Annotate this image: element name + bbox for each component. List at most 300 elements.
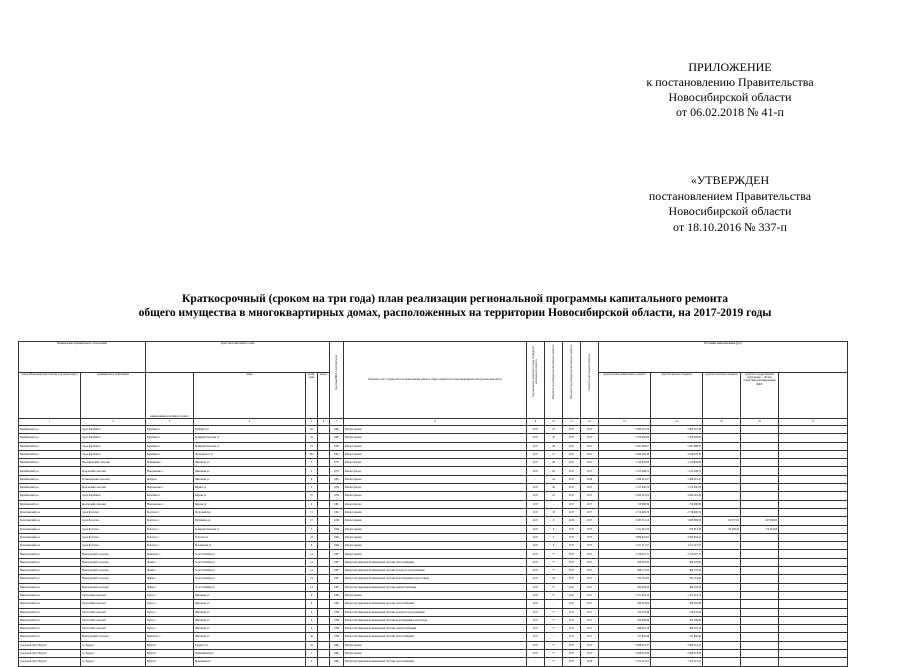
table-row [19,616,848,624]
table-cell [318,608,330,616]
table-cell: 2 [306,484,318,492]
table-cell: 2017 [563,542,581,550]
table-cell: 77 [545,658,563,666]
table-cell [703,591,741,599]
table-cell: Болотнинский р-н [19,542,81,550]
table-cell: город Барабинск [81,442,146,450]
header-street: улица [194,373,306,419]
table-cell: 2017 [563,633,581,641]
table-cell [779,575,848,583]
table-cell: 2017 [527,525,545,533]
table-cell: г.о. Бердск [81,658,146,666]
table-cell [703,450,741,458]
table-cell [318,442,330,450]
table-cell: 489 025,18 [599,625,651,633]
table-cell: Школьная ул [194,608,306,616]
table-cell: Венгеровский сельсовет [81,558,146,566]
table-cell [741,450,779,458]
table-cell: Венгеровский р-н [19,625,81,633]
table-cell: 1971 [330,467,344,475]
appendix-line-2: к постановлению Правительства [646,75,814,89]
table-cell: 2017 [581,508,599,516]
table-cell [703,583,741,591]
table-cell: 1961 [330,426,344,434]
column-number: 2 [81,419,146,426]
table-cell [318,467,330,475]
table-cell: 77 [545,558,563,566]
table-cell: - [527,475,545,483]
table-cell: 11а [306,426,318,434]
table-cell [318,641,330,649]
table-cell: Ремонт внутридомовой инженерной системы теплоснабжения [344,658,527,666]
table-cell: 46 [545,442,563,450]
table-cell [318,658,330,666]
table-cell: 6 [306,600,318,608]
header-korpus: корпус [318,373,330,419]
table-cell: Горького ул [194,641,306,649]
table-cell: 77 [545,567,563,575]
table-cell [703,558,741,566]
table-cell: 2 319 627,11 [651,550,703,558]
table-row [19,525,848,533]
table-cell: Ремонт внутридомовой инженерной системы электроснабжения [344,583,527,591]
table-cell: 2017 [581,641,599,649]
table-cell: 14 [306,558,318,566]
table-cell: Новочановка с [146,484,194,492]
table-cell: Ремонт крыши [344,525,527,533]
table-row [19,658,848,666]
table-cell: 50 лет Октября ул [194,583,306,591]
table-row [19,475,848,483]
table-cell: Устьянцевский сельсовет [81,475,146,483]
table-cell: Школьная ул [194,600,306,608]
table-row [19,575,848,583]
table-cell: 3 946 295,39 [651,450,703,458]
table-cell: Ремонт крыши [344,492,527,500]
table-cell: Венгерово с [146,550,194,558]
table-cell: Чаины с [146,583,194,591]
header-f15: средства областного бюджета [703,373,741,419]
table-cell: 2017 [581,633,599,641]
table-cell: Школьная ул [194,625,306,633]
table-cell: 94 268,34 [703,525,741,533]
table-cell: 2017 [527,542,545,550]
table-cell: 2017 [527,567,545,575]
table-cell: 2017 [527,608,545,616]
table-cell: город Болотное [81,525,146,533]
table-cell: Ремонт крыши [344,434,527,442]
table-cell: 1962 [330,616,344,624]
appendix-line-1: ПРИЛОЖЕНИЕ [688,60,772,74]
table-cell: 2017 [527,434,545,442]
table-cell: 49 [545,484,563,492]
table-cell: 77 [545,625,563,633]
table-row [19,542,848,550]
table-row [19,517,848,525]
table-cell [318,600,330,608]
table-cell: 1 552 215,61 [651,658,703,666]
table-cell [779,583,848,591]
table-row [19,641,848,649]
table-cell: 77 [545,650,563,658]
table-cell: 1981 [330,475,344,483]
table-cell: Ремонт крыши [344,533,527,541]
table-row [19,650,848,658]
table-cell: Максимова ул [194,658,306,666]
table-cell: Барабинский р-н [19,459,81,467]
table-cell: 2017 [527,517,545,525]
table-cell [741,567,779,575]
table-cell: 2017 [527,533,545,541]
table-cell: Кирова ул [194,500,306,508]
table-row [19,459,848,467]
table-cell [703,650,741,658]
table-cell [779,600,848,608]
table-cell [779,616,848,624]
table-row [19,434,848,442]
table-cell [703,426,741,434]
table-cell: 2 985 511,14 [599,517,651,525]
table-cell: 6 [545,517,563,525]
table-cell: 2 319 627,11 [599,550,651,558]
table-cell: Барабинский р-н [19,434,81,442]
table-cell: Юрина ул [194,484,306,492]
header-works: Перечень услуг и (или) работ по капитальному ремонту общего имущества в многоквартирном доме (указать вид работ) [344,342,527,419]
table-cell [703,600,741,608]
document-title [40,292,870,320]
table-cell: Ремонт внутридомовой инженерной системы теплоснабжения [344,633,527,641]
appendix-block [600,60,860,120]
table-cell: 14 [306,575,318,583]
table-cell [779,558,848,566]
table-cell: 1 371 655,76 [651,591,703,599]
table-cell: 157 650,96 [651,633,703,641]
table-row [19,591,848,599]
header-locality: наименование населённого пункта [146,373,194,419]
table-cell: 157 650,96 [599,633,651,641]
column-number: 3 [146,419,194,426]
table-cell: 3 946 295,39 [599,450,651,458]
table-cell: Барабинск г [146,492,194,500]
table-cell [318,484,330,492]
table-cell: 489 025,18 [651,625,703,633]
table-cell: 2017 [563,600,581,608]
table-cell [703,616,741,624]
table-cell: 2017 [527,633,545,641]
table-cell: Коммунистическая ул [194,525,306,533]
header-f14: средства местного бюджета [651,373,703,419]
table-cell: Барабинск г [146,442,194,450]
header-district: район (Новосибирской области) (городской округ) [19,373,81,419]
table-cell: 5 [545,533,563,541]
table-cell [741,658,779,666]
table-cell [741,650,779,658]
table-cell: 2017 [527,591,545,599]
table-cell [779,542,848,550]
table-cell: Ремонт крыши [344,508,527,516]
table-cell: 11 [306,508,318,516]
table-cell: Бердск г [146,641,194,649]
table-cell [318,567,330,575]
table-cell: 6 [306,608,318,616]
table-cell: 1961 [330,650,344,658]
table-cell: 5 863 207,56 [651,426,703,434]
table-cell: город Болотное [81,517,146,525]
table-cell: 2017 [527,550,545,558]
table-cell: 1961 [330,658,344,666]
table-cell: 2018 [581,658,599,666]
column-number: 11 [563,419,581,426]
table-cell [779,450,848,458]
table-cell [318,542,330,550]
table-cell: 2017 [563,583,581,591]
table-cell: Ремонт крыши [344,550,527,558]
table-cell: 1979 [330,492,344,500]
table-cell: 2017 [581,608,599,616]
table-cell: 1 511 517,07 [651,542,703,550]
table-cell: Ремонт крыши [344,450,527,458]
column-number: 15 [703,419,741,426]
table-cell: 47 [545,492,563,500]
column-number: 13 [599,419,651,426]
table-cell: 1961 [330,641,344,649]
table-cell: 5 837 968,87 [651,442,703,450]
table-cell: 1 511 517,07 [599,542,651,550]
table-cell: Московская ул [194,542,306,550]
table-cell: Венгерово с [146,633,194,641]
table-cell [318,591,330,599]
table-cell: 2017 [527,600,545,608]
table-cell [741,641,779,649]
table-cell [741,558,779,566]
table-cell: Коммунистическая ул [194,434,306,442]
table-cell: Ремонт крыши [344,442,527,450]
table-cell: 1965 [330,442,344,450]
table-cell: 2017 [581,567,599,575]
table-cell: 2017 [581,426,599,434]
table-cell: 2017 [563,475,581,483]
table-cell: Венгеровский р-н [19,608,81,616]
table-cell: 2017 [563,500,581,508]
table-cell: 2017 [563,641,581,649]
table-cell: Венгеровский р-н [19,567,81,575]
table-cell: 33 [545,508,563,516]
table-cell [318,558,330,566]
table-cell: 44 [545,475,563,483]
table-cell: 14 [306,567,318,575]
table-row [19,484,848,492]
table-row [19,625,848,633]
table-cell: 2017 [563,608,581,616]
table-cell: 2017 [563,434,581,442]
table-cell: Венгеровский сельсовет [81,550,146,558]
table-cell [318,650,330,658]
table-cell: 3 068 441,27 [599,641,651,649]
table-cell: 167 058,00 [741,517,779,525]
table-row [19,600,848,608]
table-cell: 205 609,90 [599,616,651,624]
table-cell [741,426,779,434]
table-cell [318,625,330,633]
table-cell: 1967 [330,558,344,566]
table-cell: 464 458,56 [599,583,651,591]
table-cell: 2017 [563,492,581,500]
table-cell: Барабинский р-н [19,442,81,450]
table-cell: - [545,633,563,641]
table-cell: Ремонт внутридомовой инженерной системы водоотведения и водостоков [344,616,527,624]
table-cell: 2017 [581,591,599,599]
table-cell [779,517,848,525]
table-cell: 1 280 421,47 [651,475,703,483]
table-cell: Барабинск г [146,450,194,458]
table-cell: 2017 [527,575,545,583]
table-cell: 5 [306,467,318,475]
table-cell: 2018 [581,475,599,483]
table-cell: 1971 [330,459,344,467]
table-cell: 2017 [527,616,545,624]
table-cell [779,484,848,492]
table-cell: 2017 [527,442,545,450]
table-cell: 718 688,59 [651,500,703,508]
table-cell: Барабинский р-н [19,426,81,434]
column-number: 9 [527,419,545,426]
table-cell: Барабинский р-н [19,484,81,492]
approved-line-3: Новосибирской области [668,204,792,218]
table-cell: 2017 [527,500,545,508]
table-cell: 2017 [563,558,581,566]
table-cell [741,600,779,608]
title-line-2: общего имущества в многоквартирных домах, расположенных на территории Новосибирской области, на 2017-2019 годы [138,307,772,319]
table-cell: 2017 [563,650,581,658]
table-cell: 1 135 845,86 [599,459,651,467]
table-cell: 314 378,46 [651,608,703,616]
table-cell: Ремонт фасада [344,484,527,492]
table-cell: 50 лет Октября ул [194,575,306,583]
table-cell: 5 863 207,56 [599,426,651,434]
table-cell: городской округ Бердск [19,658,81,666]
column-number: 6 [318,419,330,426]
approved-line-1: «УТВЕРЖДЕН [690,173,770,187]
table-cell [703,484,741,492]
table-cell: Болотное г [146,517,194,525]
capital-repair-table [18,341,848,667]
table-cell: Ремонт внутридомовой инженерной системы водоотведения и водосточных [344,575,527,583]
table-cell: 1962 [330,591,344,599]
header-municipality: Наименование муниципального образования [19,342,146,373]
table-cell: Школьная ул [194,633,306,641]
table-cell: 2017 [581,616,599,624]
table-cell: Тартасский сельсовет [81,616,146,624]
table-cell [779,608,848,616]
table-cell: 2017 [527,492,545,500]
table-cell: 2017 [563,658,581,666]
table-cell: город Болотное [81,533,146,541]
table-cell [779,500,848,508]
table-cell: 506 305,00 [599,558,651,566]
table-cell [741,575,779,583]
table-cell: - [527,658,545,666]
table-cell: Кутузова ул [194,533,306,541]
table-cell: Школьная ул [194,467,306,475]
table-cell: Болотнинский р-н [19,533,81,541]
table-cell: 2017 [581,500,599,508]
header-settlement: муниципальное образование [81,373,146,419]
table-row [19,508,848,516]
table-cell: 6 [545,525,563,533]
table-cell: 2017 [581,650,599,658]
table-cell: Венгеровский р-н [19,616,81,624]
table-row [19,533,848,541]
table-cell [318,492,330,500]
table-cell: 2017 [563,550,581,558]
table-cell: Ремонт крыши [344,542,527,550]
table-cell: 2017 [581,525,599,533]
table-cell: 568 582,96 [651,600,703,608]
table-cell: Тартас с [146,625,194,633]
table-row [19,583,848,591]
table-cell [779,525,848,533]
table-cell: город Барабинск [81,426,146,434]
table-cell: 1965 [330,434,344,442]
table-cell: 2017 [563,567,581,575]
table-cell: 2017 [563,625,581,633]
table-cell: 1 515 930,76 [599,484,651,492]
table-cell: 1962 [330,625,344,633]
table-cell: 1962 [330,600,344,608]
table-cell: 2017 [581,558,599,566]
table-cell: 77 [545,616,563,624]
table-cell: 2017 [527,625,545,633]
table-cell: Болотнинский р-н [19,525,81,533]
table-cell: г.о. Бердск [81,650,146,658]
table-cell: 2 656 523,98 [599,650,651,658]
table-cell: 1 552 215,61 [599,658,651,666]
header-year: Год ввода МКД в эксплуатацию [330,342,344,419]
header-f13: средства фонда капитального ремонта [599,373,651,419]
table-cell [779,426,848,434]
table-cell [318,525,330,533]
approved-block [590,173,870,235]
table-cell: 1 280 421,47 [599,475,651,483]
table-cell [703,442,741,450]
table-cell: Болотнинский р-н [19,508,81,516]
table-cell [741,467,779,475]
table-cell: г.о. Бердск [81,641,146,649]
table-cell: 2017 [581,517,599,525]
table-cell: 16 [306,442,318,450]
table-cell: 560 523,09 [599,600,651,608]
table-cell: 2017 [563,616,581,624]
table-cell: 1959 [330,542,344,550]
column-number: 5 [306,419,318,426]
table-cell: Коммунистическая ул [194,442,306,450]
table-cell: 24 [306,533,318,541]
table-cell [703,500,741,508]
table-cell: 9 [306,658,318,666]
table-cell: Первомайская ул [194,650,306,658]
table-cell: 3 842 591,29 [651,492,703,500]
column-number: 4 [194,419,306,426]
table-cell: 2017 [563,467,581,475]
table-cell: 17 [306,517,318,525]
table-cell: Барабинский р-н [19,492,81,500]
table-cell [779,442,848,450]
table-cell: 1 211 561,26 [599,525,651,533]
table-cell: 1967 [330,550,344,558]
table-cell: 2017 [581,484,599,492]
table-cell: 26а [306,450,318,458]
table-cell: 466 172,00 [599,567,651,575]
